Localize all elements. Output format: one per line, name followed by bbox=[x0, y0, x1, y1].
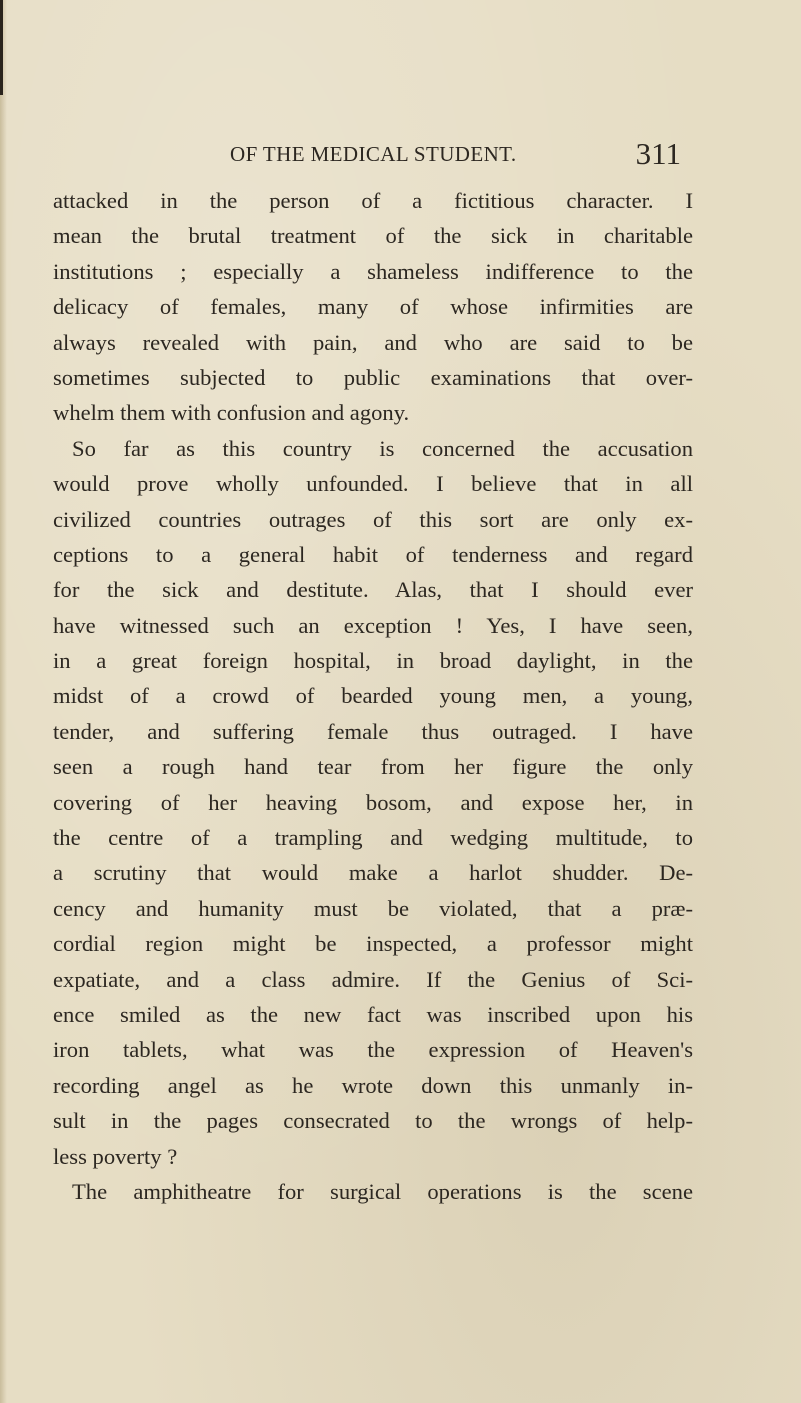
text-line: ence smiled as the new fact was inscribed upon his bbox=[53, 1001, 693, 1027]
text-line: institutions ; especially a shameless indifference to the bbox=[53, 258, 693, 284]
binding-edge-mark bbox=[0, 0, 3, 95]
page-number: 311 bbox=[635, 136, 681, 171]
text-line: the centre of a trampling and wedging multitude, to bbox=[53, 825, 693, 851]
text-line: sometimes subjected to public examinations that over- bbox=[53, 364, 693, 390]
text-line: always revealed with pain, and who are said to be bbox=[53, 329, 693, 355]
text-line: tender, and suffering female thus outraged. I have bbox=[53, 718, 693, 744]
body-text bbox=[53, 183, 693, 1209]
text-line: in a great foreign hospital, in broad daylight, in the bbox=[53, 648, 693, 674]
text-line: iron tablets, what was the expression of Heaven's bbox=[53, 1037, 693, 1063]
text-line: ceptions to a general habit of tenderness and regard bbox=[53, 541, 693, 567]
text-line: So far as this country is concerned the accusation bbox=[72, 435, 693, 461]
text-line: have witnessed such an exception ! Yes, I have seen, bbox=[53, 612, 693, 638]
text-line: would prove wholly unfounded. I believe that in all bbox=[53, 471, 693, 497]
text-line: attacked in the person of a fictitious character. I bbox=[53, 188, 693, 213]
text-line: a scrutiny that would make a harlot shudder. De- bbox=[53, 860, 693, 886]
text-line: cordial region might be inspected, a professor might bbox=[53, 931, 693, 957]
text-line: whelm them with confusion and agony. bbox=[53, 400, 410, 426]
running-title: OF THE MEDICAL STUDENT. bbox=[230, 142, 517, 166]
text-line: mean the brutal treatment of the sick in charitable bbox=[53, 223, 693, 249]
running-head bbox=[53, 136, 681, 172]
text-line: The amphitheatre for surgical operations is the scene bbox=[72, 1178, 693, 1204]
text-line: for the sick and destitute. Alas, that I should ever bbox=[53, 577, 693, 603]
text-line: delicacy of females, many of whose infirmities are bbox=[53, 294, 693, 320]
text-line: less poverty ? bbox=[53, 1143, 178, 1169]
text-line: sult in the pages consecrated to the wrongs of help- bbox=[53, 1108, 693, 1134]
text-line: expatiate, and a class admire. If the Genius of Sci- bbox=[53, 966, 693, 992]
text-line: cency and humanity must be violated, that a præ- bbox=[53, 895, 693, 921]
text-line: civilized countries outrages of this sort are only ex- bbox=[53, 506, 693, 532]
text-line: covering of her heaving bosom, and expose her, in bbox=[53, 789, 693, 815]
text-line: midst of a crowd of bearded young men, a young, bbox=[53, 683, 693, 709]
text-line: recording angel as he wrote down this unmanly in- bbox=[53, 1072, 693, 1098]
page-edge-shadow bbox=[0, 0, 7, 1403]
text-line: seen a rough hand tear from her figure the only bbox=[53, 754, 693, 780]
